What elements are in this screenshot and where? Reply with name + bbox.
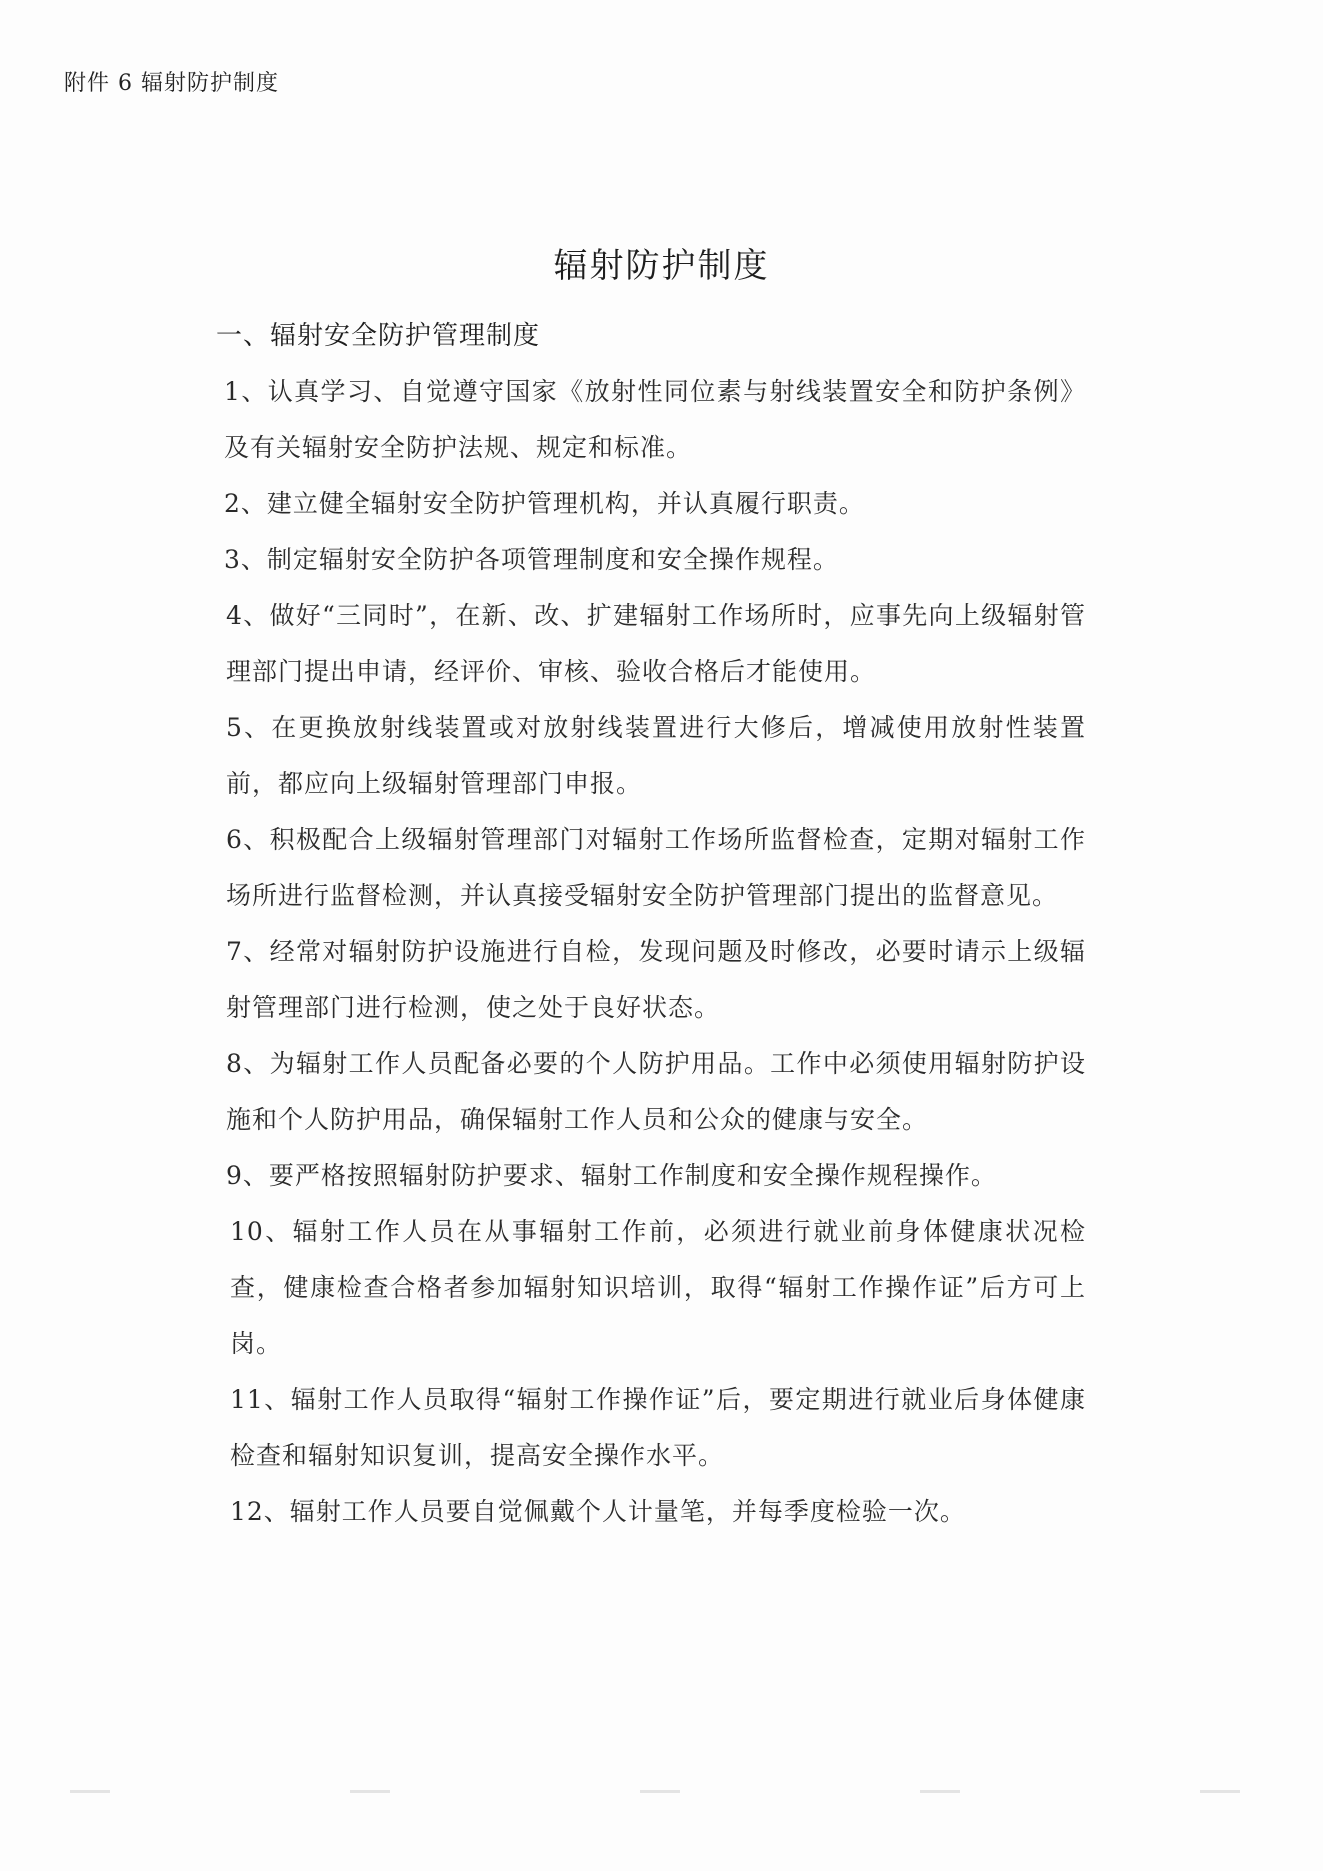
attachment-label: 附件 6 辐射防护制度	[64, 71, 279, 96]
scan-mark	[920, 1790, 960, 1793]
section-heading: 一、辐射安全防护管理制度	[216, 321, 541, 351]
rule-item-7: 7、经常对辐射防护设施进行自检，发现问题及时修改，必要时请示上级辐射管理部门进行检测，使之处于良好状态。	[226, 937, 1086, 1022]
rule-item-10: 10、辐射工作人员在从事辐射工作前，必须进行就业前身体健康状况检查，健康检查合格者参加辐射知识培训，取得“辐射工作操作证”后方可上岗。	[230, 1217, 1086, 1358]
scan-mark	[70, 1790, 110, 1793]
document-body	[216, 308, 1086, 1540]
document-title: 辐射防护制度	[553, 246, 770, 286]
scan-artifacts	[0, 1790, 1323, 1800]
rule-item-8: 8、为辐射工作人员配备必要的个人防护用品。工作中必须使用辐射防护设施和个人防护用品，确保辐射工作人员和公众的健康与安全。	[226, 1049, 1086, 1134]
rule-item-9: 9、要严格按照辐射防护要求、辐射工作制度和安全操作规程操作。	[226, 1161, 997, 1190]
scan-mark	[350, 1790, 390, 1793]
rule-item-4: 4、做好“三同时”，在新、改、扩建辐射工作场所时，应事先向上级辐射管理部门提出申请，经评价、审核、验收合格后才能使用。	[226, 601, 1086, 686]
rule-item-3: 3、制定辐射安全防护各项管理制度和安全操作规程。	[224, 545, 839, 574]
rule-item-11: 11、辐射工作人员取得“辐射工作操作证”后，要定期进行就业后身体健康检查和辐射知识复训，提高安全操作水平。	[230, 1385, 1086, 1470]
rule-item-2: 2、建立健全辐射安全防护管理机构，并认真履行职责。	[224, 489, 865, 518]
rules-list	[216, 364, 1086, 1540]
rule-item-12: 12、辐射工作人员要自觉佩戴个人计量笔，并每季度检验一次。	[230, 1497, 966, 1526]
scan-mark	[1200, 1790, 1240, 1793]
rule-item-6: 6、积极配合上级辐射管理部门对辐射工作场所监督检查，定期对辐射工作场所进行监督检测，并认真接受辐射安全防护管理部门提出的监督意见。	[226, 825, 1086, 910]
scan-mark	[640, 1790, 680, 1793]
rule-item-5: 5、在更换放射线装置或对放射线装置进行大修后，增减使用放射性装置前，都应向上级辐射管理部门申报。	[226, 713, 1086, 798]
rule-item-1: 1、认真学习、自觉遵守国家《放射性同位素与射线装置安全和防护条例》及有关辐射安全防护法规、规定和标准。	[224, 377, 1086, 462]
